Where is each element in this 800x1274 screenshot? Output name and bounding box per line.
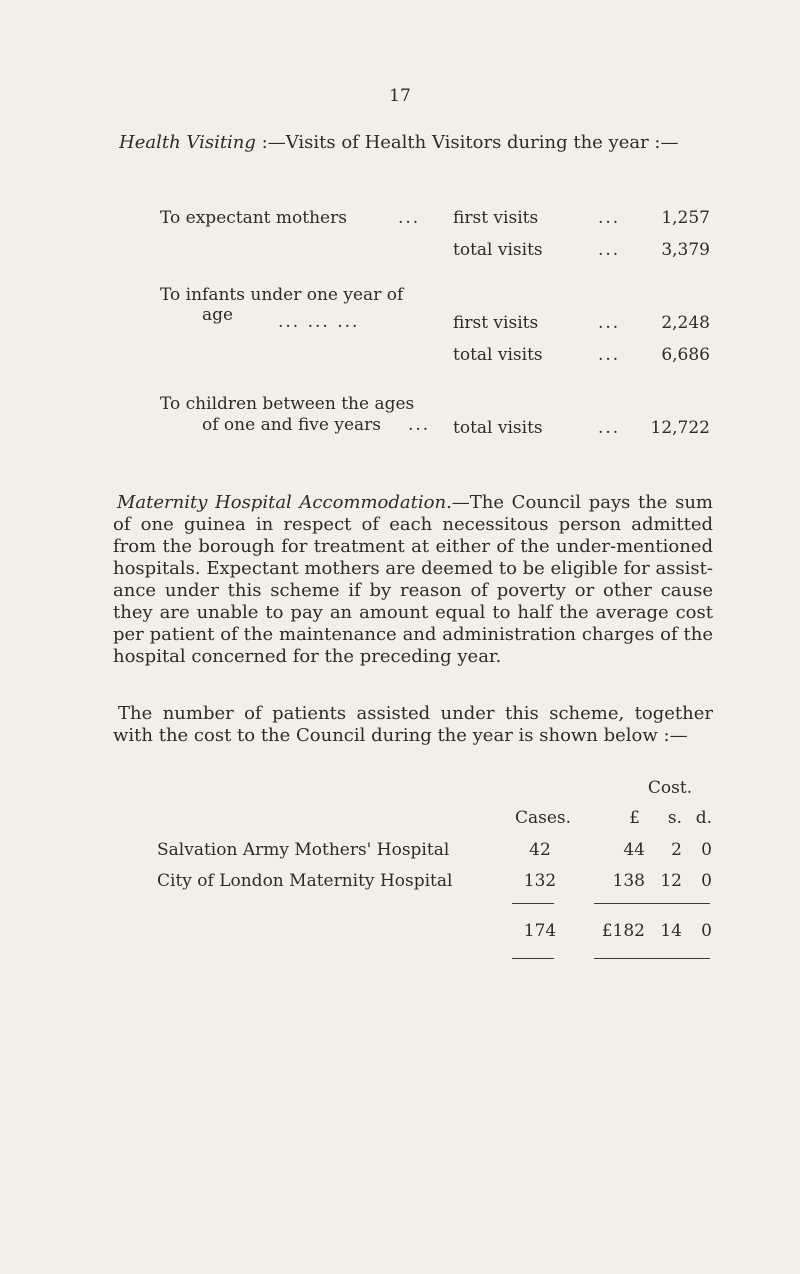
total-shillings: 14 [660,921,682,941]
visits-value: 2,248 [661,313,710,333]
visits-label-infants-cont: age [202,305,234,325]
visits-value-leader: ... [598,208,621,228]
total-cases: 174 [523,921,557,941]
total-underline-cases [512,958,554,959]
maternity-text: —The Council pays the sum of one guinea in respect of each necessitous person admitted from the borough for treatment at either of the under-mentioned hospitals. Expectant mothers are deemed to be eligible for assist- ance under this scheme if by reason of poverty or other cause they are unable to pay an amount equal to half the average cost per patient of the maintenance and administration charges of the hospital concerned for the preceding year. [113,492,713,667]
visits-value: 6,686 [661,345,710,365]
total-underline-cost [594,958,710,959]
health-visiting-intro-text: :—Visits of Health Visitors during the year :— [255,132,679,153]
hospital-name: Salvation Army Mothers' Hospital [157,840,450,860]
hospital-cases: 42 [529,840,551,860]
visits-value-leader: ... [598,240,621,260]
visits-value: 1,257 [661,208,710,228]
health-visiting-intro [113,132,713,154]
hospital-pounds: 138 [612,871,645,891]
visits-type: first visits [453,208,539,228]
health-visiting-heading: Health Visiting [119,132,256,153]
visits-label-leader: ... [408,415,431,435]
visits-value: 12,722 [650,418,710,438]
visits-label-children: To children between the ages [160,394,415,414]
visits-value-leader: ... [598,313,621,333]
hospital-shillings: 12 [660,871,682,891]
maternity-heading: Maternity Hospital Accommodation. [117,492,452,513]
visits-type: total visits [453,418,543,438]
visits-value: 3,379 [661,240,710,260]
visits-value-leader: ... [598,418,621,438]
patients-intro: The number of patients assisted under this scheme, together with the cost to the Council during the year is shown below :— [113,703,713,746]
visits-label-children-cont: of one and five years [202,415,382,435]
cost-header: Cost. [647,778,693,798]
maternity-paragraph [113,492,713,668]
cases-header: Cases. [514,808,572,828]
pounds-header: £ [629,808,640,828]
visits-value-leader: ... [598,345,621,365]
visits-label-expectant: To expectant mothers [160,208,347,228]
visits-type: total visits [453,345,543,365]
page-number: 17 [389,86,411,106]
total-pounds: £182 [601,921,645,941]
visits-type: total visits [453,240,543,260]
visits-label-leader: ... [398,208,421,228]
total-pence: 0 [701,921,712,941]
total-rule-cost [594,903,710,904]
visits-type: first visits [453,313,539,333]
shillings-header: s. [667,808,682,828]
pence-header: d. [695,808,712,828]
hospital-cases: 132 [523,871,557,891]
hospital-pence: 0 [701,840,712,860]
hospital-name: City of London Maternity Hospital [157,871,453,891]
hospital-shillings: 2 [671,840,682,860]
visits-label-leader: ... ... ... [278,312,360,332]
hospital-pence: 0 [701,871,712,891]
visits-label-infants: To infants under one year of [160,285,404,305]
hospital-pounds: 44 [623,840,645,860]
total-rule-cases [512,903,554,904]
